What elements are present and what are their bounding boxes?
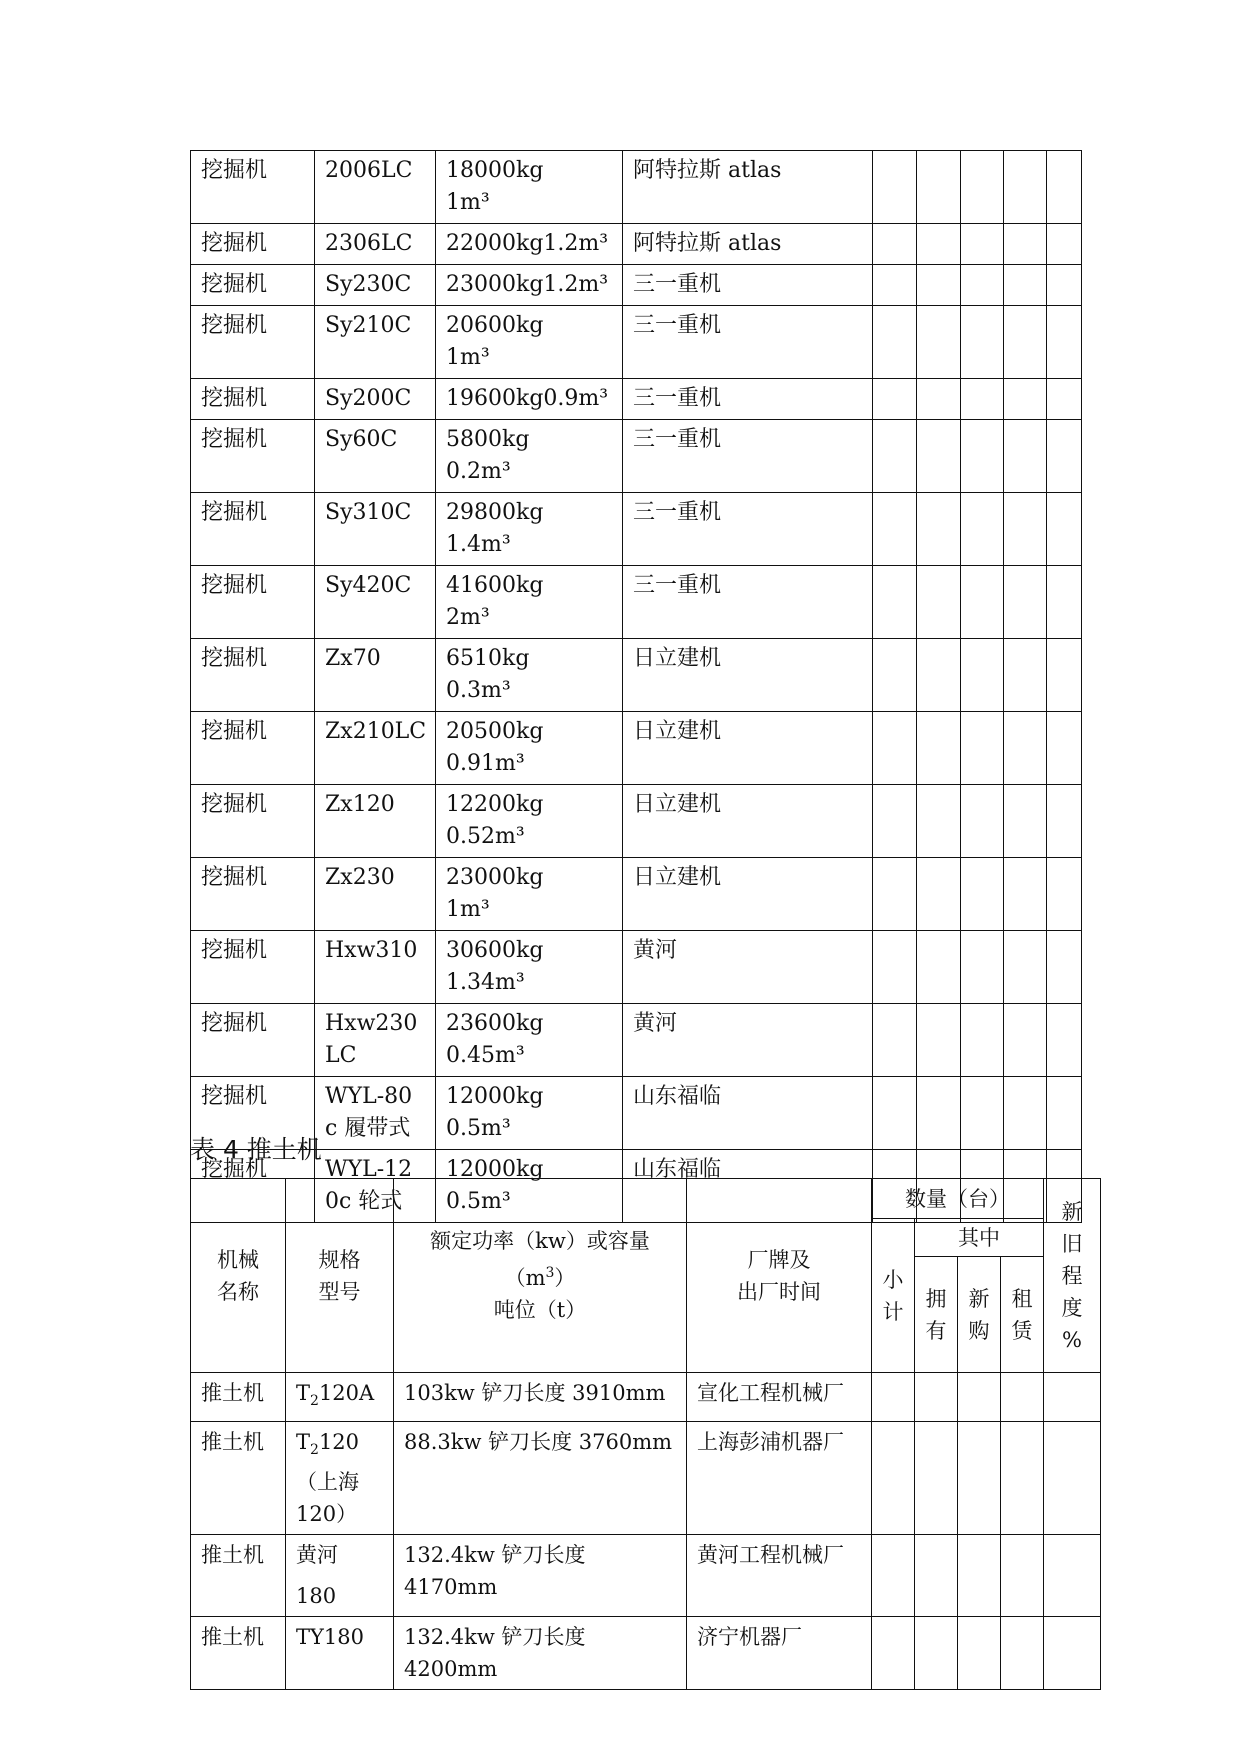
empty-cell bbox=[917, 420, 961, 493]
empty-cell bbox=[961, 1077, 1004, 1150]
empty-cell bbox=[917, 712, 961, 785]
empty-cell bbox=[1001, 1535, 1044, 1616]
table-row bbox=[191, 1077, 1082, 1150]
model-cell: WYL-80 c 履带式 bbox=[315, 1077, 436, 1150]
empty-cell bbox=[958, 1373, 1001, 1422]
empty-cell bbox=[1004, 420, 1047, 493]
empty-cell bbox=[915, 1616, 958, 1689]
empty-cell bbox=[917, 493, 961, 566]
model-cell: Zx230 bbox=[315, 858, 436, 931]
machine-name-cell: 挖掘机 bbox=[191, 151, 315, 224]
table-row bbox=[191, 931, 1082, 1004]
empty-cell bbox=[1047, 420, 1082, 493]
empty-cell bbox=[873, 785, 917, 858]
empty-cell bbox=[917, 265, 961, 306]
model-cell: 2006LC bbox=[315, 151, 436, 224]
empty-cell bbox=[1047, 1077, 1082, 1150]
spec-cell: 23000kg 1m³ bbox=[436, 858, 623, 931]
model-subscript: 2 bbox=[310, 1393, 319, 1410]
empty-cell bbox=[873, 306, 917, 379]
table-row bbox=[191, 1422, 1101, 1535]
table-row bbox=[191, 1004, 1082, 1077]
model-cell: Sy230C bbox=[315, 265, 436, 306]
spec-cell: 12000kg 0.5m³ bbox=[436, 1150, 623, 1223]
spec-cell: 23000kg1.2m³ bbox=[436, 265, 623, 306]
table-row bbox=[191, 1535, 1101, 1616]
table-row bbox=[191, 265, 1082, 306]
empty-cell bbox=[961, 712, 1004, 785]
empty-cell bbox=[872, 1616, 915, 1689]
empty-cell bbox=[1047, 224, 1082, 265]
spec-cell: 20500kg 0.91m³ bbox=[436, 712, 623, 785]
header-name: 机械 名称 bbox=[191, 1179, 286, 1373]
table-row bbox=[191, 858, 1082, 931]
empty-cell bbox=[1001, 1616, 1044, 1689]
empty-cell bbox=[1004, 858, 1047, 931]
model-cell: Sy60C bbox=[315, 420, 436, 493]
maker-cell: 上海彭浦机器厂 bbox=[687, 1422, 872, 1535]
empty-cell bbox=[917, 306, 961, 379]
maker-cell: 三一重机 bbox=[623, 306, 873, 379]
bulldozer-table bbox=[190, 1178, 1101, 1690]
empty-cell bbox=[961, 931, 1004, 1004]
empty-cell bbox=[1004, 712, 1047, 785]
model-cell: Sy210C bbox=[315, 306, 436, 379]
spec-cell: 18000kg 1m³ bbox=[436, 151, 623, 224]
model-suffix: 黄河 180 bbox=[296, 1543, 338, 1608]
table-row bbox=[191, 785, 1082, 858]
empty-cell bbox=[873, 420, 917, 493]
table-row bbox=[191, 1616, 1101, 1689]
spec-cell: 6510kg 0.3m³ bbox=[436, 639, 623, 712]
maker-cell: 日立建机 bbox=[623, 858, 873, 931]
table-row bbox=[191, 224, 1082, 265]
spec-cell: 20600kg 1m³ bbox=[436, 306, 623, 379]
maker-cell: 阿特拉斯 atlas bbox=[623, 224, 873, 265]
header-among: 其中 bbox=[915, 1219, 1044, 1257]
model-cell: Sy420C bbox=[315, 566, 436, 639]
empty-cell bbox=[873, 858, 917, 931]
model-cell: WYL-12 0c 轮式 bbox=[315, 1150, 436, 1223]
empty-cell bbox=[873, 151, 917, 224]
empty-cell bbox=[961, 858, 1004, 931]
header-own: 拥 有 bbox=[915, 1257, 958, 1373]
spec-cell: 88.3kw 铲刀长度 3760mm bbox=[394, 1422, 687, 1535]
machine-name-cell: 挖掘机 bbox=[191, 224, 315, 265]
spec-cell: 41600kg 2m³ bbox=[436, 566, 623, 639]
machine-name-cell: 挖掘机 bbox=[191, 1150, 315, 1223]
empty-cell bbox=[873, 224, 917, 265]
spec-cell: 12000kg 0.5m³ bbox=[436, 1077, 623, 1150]
empty-cell bbox=[1004, 785, 1047, 858]
empty-cell bbox=[961, 420, 1004, 493]
empty-cell bbox=[873, 493, 917, 566]
table-row bbox=[191, 420, 1082, 493]
empty-cell bbox=[1047, 931, 1082, 1004]
empty-cell bbox=[917, 931, 961, 1004]
empty-cell bbox=[961, 785, 1004, 858]
machine-name-cell: 挖掘机 bbox=[191, 306, 315, 379]
empty-cell bbox=[1044, 1616, 1101, 1689]
model-prefix: T bbox=[296, 1430, 311, 1455]
empty-cell bbox=[917, 858, 961, 931]
empty-cell bbox=[1047, 785, 1082, 858]
empty-cell bbox=[873, 1077, 917, 1150]
header-condition: 新 旧 程 度 % bbox=[1044, 1179, 1101, 1373]
empty-cell bbox=[917, 224, 961, 265]
empty-cell bbox=[915, 1535, 958, 1616]
machine-name-cell: 挖掘机 bbox=[191, 493, 315, 566]
empty-cell bbox=[961, 639, 1004, 712]
empty-cell bbox=[917, 1077, 961, 1150]
spec-cell: 5800kg 0.2m³ bbox=[436, 420, 623, 493]
empty-cell bbox=[1044, 1535, 1101, 1616]
spec-cell: 12200kg 0.52m³ bbox=[436, 785, 623, 858]
machine-name-cell: 推土机 bbox=[191, 1616, 286, 1689]
empty-cell bbox=[917, 785, 961, 858]
table-row bbox=[191, 566, 1082, 639]
empty-cell bbox=[1047, 379, 1082, 420]
spec-cell: 19600kg0.9m³ bbox=[436, 379, 623, 420]
empty-cell bbox=[958, 1422, 1001, 1535]
empty-cell bbox=[1004, 639, 1047, 712]
empty-cell bbox=[873, 566, 917, 639]
empty-cell bbox=[961, 224, 1004, 265]
maker-cell: 日立建机 bbox=[623, 712, 873, 785]
empty-cell bbox=[1047, 151, 1082, 224]
spec-cell: 23600kg 0.45m³ bbox=[436, 1004, 623, 1077]
model-cell bbox=[286, 1616, 394, 1689]
table-row bbox=[191, 379, 1082, 420]
empty-cell bbox=[873, 379, 917, 420]
machine-name-cell: 挖掘机 bbox=[191, 858, 315, 931]
maker-cell: 三一重机 bbox=[623, 493, 873, 566]
maker-cell: 三一重机 bbox=[623, 379, 873, 420]
empty-cell bbox=[873, 712, 917, 785]
empty-cell bbox=[1044, 1373, 1101, 1422]
spec-cell: 22000kg1.2m³ bbox=[436, 224, 623, 265]
empty-cell bbox=[1047, 1004, 1082, 1077]
table-row bbox=[191, 493, 1082, 566]
maker-cell: 宣化工程机械厂 bbox=[687, 1373, 872, 1422]
model-cell: 2306LC bbox=[315, 224, 436, 265]
empty-cell bbox=[1047, 265, 1082, 306]
spec-cell: 132.4kw 铲刀长度 4170mm bbox=[394, 1535, 687, 1616]
model-suffix: 120A bbox=[318, 1381, 375, 1405]
empty-cell bbox=[961, 151, 1004, 224]
empty-cell bbox=[917, 379, 961, 420]
excavator-table bbox=[190, 150, 1082, 1223]
header-rent: 租 赁 bbox=[1001, 1257, 1044, 1373]
maker-cell: 黄河 bbox=[623, 931, 873, 1004]
machine-name-cell: 推土机 bbox=[191, 1422, 286, 1535]
table-caption: 表 4 推土机 bbox=[190, 1135, 322, 1164]
table-row bbox=[191, 306, 1082, 379]
empty-cell bbox=[1004, 493, 1047, 566]
empty-cell bbox=[1001, 1422, 1044, 1535]
model-subscript: 2 bbox=[310, 1442, 319, 1459]
model-cell: Zx210LC bbox=[315, 712, 436, 785]
empty-cell bbox=[961, 306, 1004, 379]
maker-cell: 济宁机器厂 bbox=[687, 1616, 872, 1689]
header-maker: 厂牌及 出厂时间 bbox=[687, 1179, 872, 1373]
empty-cell bbox=[917, 151, 961, 224]
model-suffix: 120 （上海 120） bbox=[296, 1430, 360, 1527]
header-new: 新 购 bbox=[958, 1257, 1001, 1373]
empty-cell bbox=[961, 265, 1004, 306]
model-cell bbox=[286, 1373, 394, 1422]
empty-cell bbox=[873, 931, 917, 1004]
empty-cell bbox=[917, 566, 961, 639]
empty-cell bbox=[961, 1004, 1004, 1077]
empty-cell bbox=[915, 1422, 958, 1535]
empty-cell bbox=[917, 1004, 961, 1077]
model-cell: Hxw230 LC bbox=[315, 1004, 436, 1077]
machine-name-cell: 推土机 bbox=[191, 1535, 286, 1616]
machine-name-cell: 挖掘机 bbox=[191, 1077, 315, 1150]
maker-cell: 山东福临 bbox=[623, 1077, 873, 1150]
empty-cell bbox=[1004, 306, 1047, 379]
model-suffix: TY180 bbox=[296, 1624, 364, 1649]
empty-cell bbox=[1004, 1077, 1047, 1150]
empty-cell bbox=[1004, 265, 1047, 306]
empty-cell bbox=[872, 1422, 915, 1535]
empty-cell bbox=[1047, 306, 1082, 379]
table-row bbox=[191, 151, 1082, 224]
empty-cell bbox=[873, 639, 917, 712]
model-cell: Sy310C bbox=[315, 493, 436, 566]
empty-cell bbox=[872, 1373, 915, 1422]
spec-cell: 29800kg 1.4m³ bbox=[436, 493, 623, 566]
maker-cell: 三一重机 bbox=[623, 420, 873, 493]
maker-cell: 三一重机 bbox=[623, 566, 873, 639]
model-cell bbox=[286, 1535, 394, 1616]
empty-cell bbox=[1047, 639, 1082, 712]
model-cell: Hxw310 bbox=[315, 931, 436, 1004]
machine-name-cell: 挖掘机 bbox=[191, 785, 315, 858]
empty-cell bbox=[1047, 493, 1082, 566]
machine-name-cell: 挖掘机 bbox=[191, 265, 315, 306]
model-cell bbox=[286, 1422, 394, 1535]
machine-name-cell: 挖掘机 bbox=[191, 639, 315, 712]
machine-name-cell: 推土机 bbox=[191, 1373, 286, 1422]
empty-cell bbox=[958, 1535, 1001, 1616]
machine-name-cell: 挖掘机 bbox=[191, 566, 315, 639]
maker-cell: 黄河 bbox=[623, 1004, 873, 1077]
maker-cell: 山东福临 bbox=[623, 1150, 873, 1223]
empty-cell bbox=[1044, 1422, 1101, 1535]
empty-cell bbox=[1047, 566, 1082, 639]
spec-cell: 30600kg 1.34m³ bbox=[436, 931, 623, 1004]
header-power: 额定功率（kw）或容量$(m^3)$ 吨位（t） bbox=[394, 1179, 687, 1373]
table-row bbox=[191, 712, 1082, 785]
model-cell: Zx70 bbox=[315, 639, 436, 712]
spec-cell: 132.4kw 铲刀长度 4200mm bbox=[394, 1616, 687, 1689]
empty-cell bbox=[1004, 1004, 1047, 1077]
empty-cell bbox=[961, 566, 1004, 639]
header-subtotal: 小 计 bbox=[872, 1219, 915, 1373]
empty-cell bbox=[873, 265, 917, 306]
empty-cell bbox=[1004, 151, 1047, 224]
machine-name-cell: 挖掘机 bbox=[191, 712, 315, 785]
maker-cell: 黄河工程机械厂 bbox=[687, 1535, 872, 1616]
header-qty: 数量（台） bbox=[872, 1179, 1044, 1219]
table-row bbox=[191, 639, 1082, 712]
machine-name-cell: 挖掘机 bbox=[191, 379, 315, 420]
empty-cell bbox=[1004, 931, 1047, 1004]
machine-name-cell: 挖掘机 bbox=[191, 931, 315, 1004]
maker-cell: 日立建机 bbox=[623, 639, 873, 712]
machine-name-cell: 挖掘机 bbox=[191, 1004, 315, 1077]
empty-cell bbox=[1047, 712, 1082, 785]
empty-cell bbox=[915, 1373, 958, 1422]
machine-name-cell: 挖掘机 bbox=[191, 420, 315, 493]
empty-cell bbox=[961, 493, 1004, 566]
empty-cell bbox=[1004, 224, 1047, 265]
empty-cell bbox=[873, 1004, 917, 1077]
maker-cell: 三一重机 bbox=[623, 265, 873, 306]
empty-cell bbox=[1047, 858, 1082, 931]
empty-cell bbox=[1004, 566, 1047, 639]
empty-cell bbox=[872, 1535, 915, 1616]
empty-cell bbox=[917, 639, 961, 712]
empty-cell bbox=[1001, 1373, 1044, 1422]
empty-cell bbox=[958, 1616, 1001, 1689]
maker-cell: 阿特拉斯 atlas bbox=[623, 151, 873, 224]
model-cell: Zx120 bbox=[315, 785, 436, 858]
empty-cell bbox=[1004, 379, 1047, 420]
empty-cell bbox=[961, 379, 1004, 420]
model-prefix: T bbox=[296, 1381, 311, 1405]
spec-cell: 103kw 铲刀长度 3910mm bbox=[394, 1373, 687, 1422]
maker-cell: 日立建机 bbox=[623, 785, 873, 858]
header-model: 规格 型号 bbox=[286, 1179, 394, 1373]
table-row bbox=[191, 1373, 1101, 1422]
model-cell: Sy200C bbox=[315, 379, 436, 420]
